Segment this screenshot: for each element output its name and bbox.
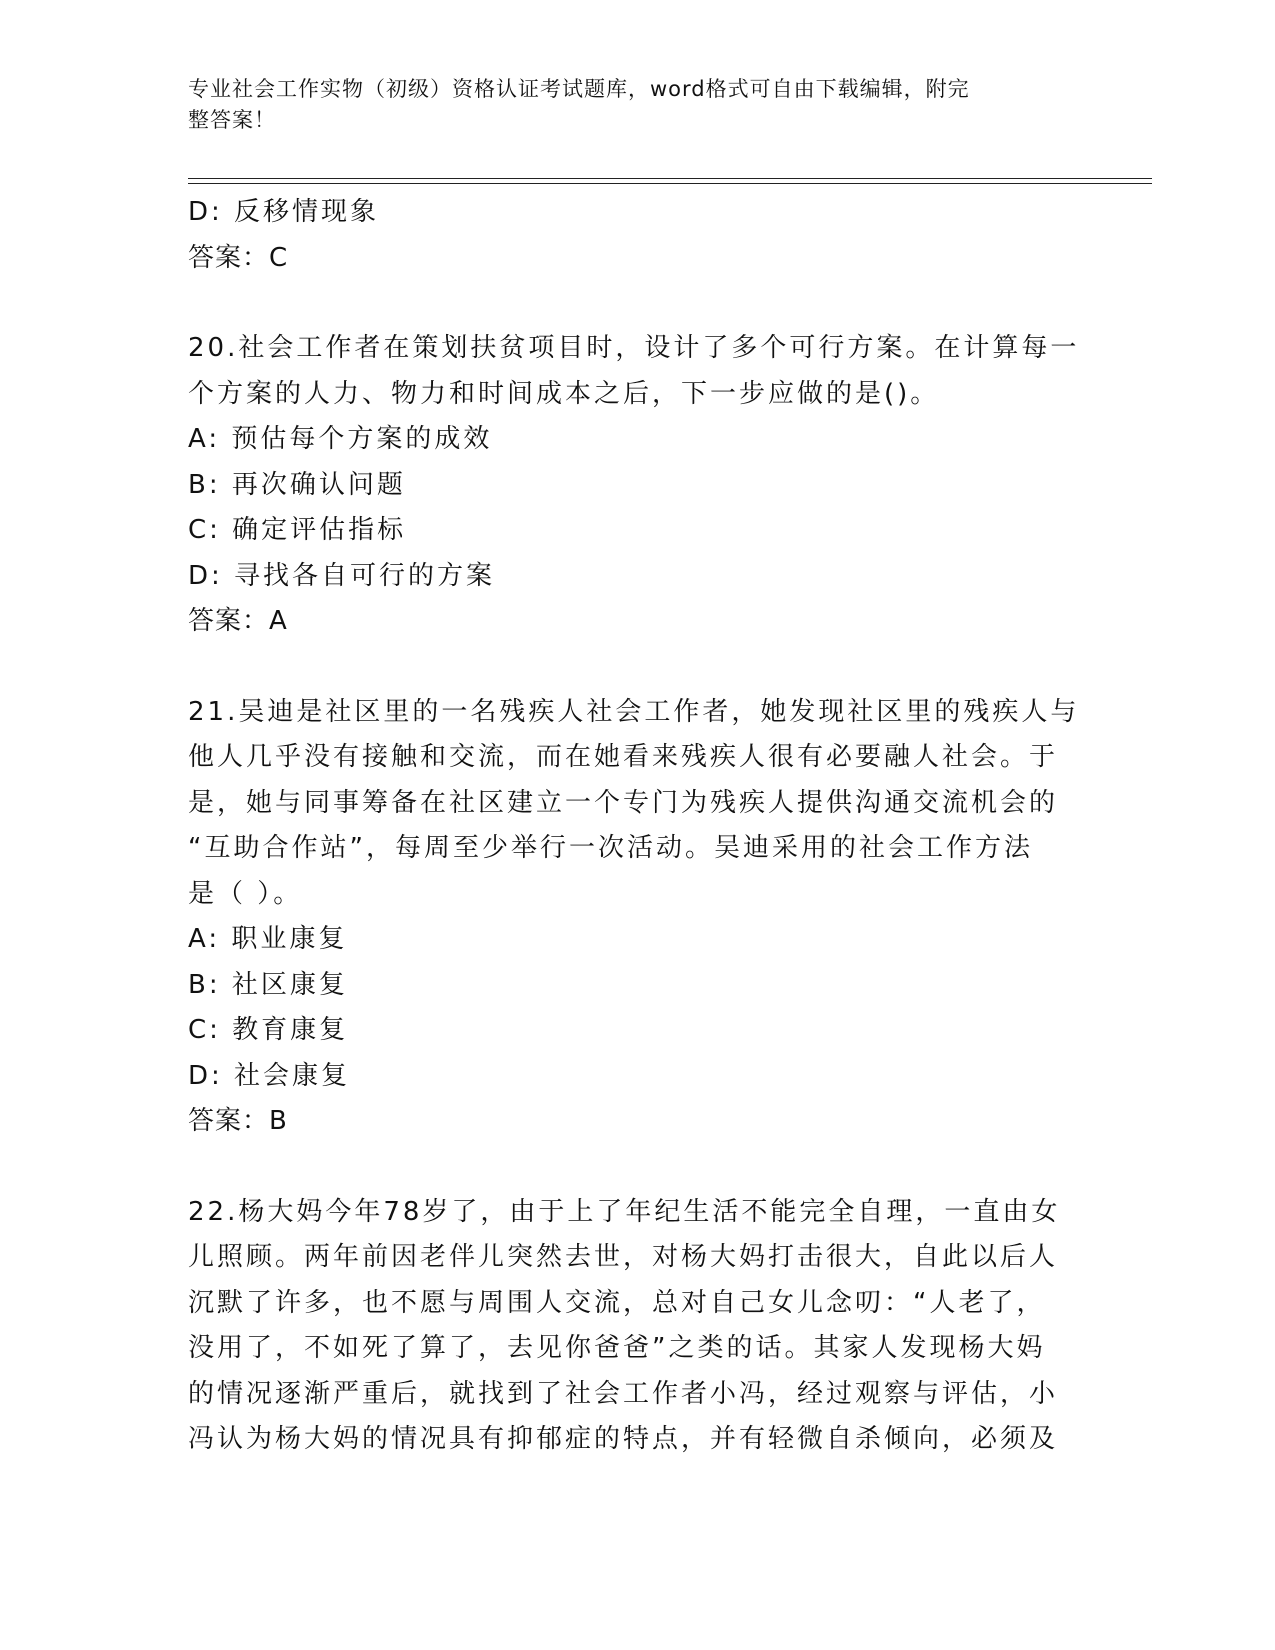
- document-body: [188, 190, 1078, 1463]
- question-stem-line: 的情况逐渐严重后，就找到了社会工作者小冯，经过观察与评估，小: [188, 1378, 1059, 1409]
- answer-line: 答案：C: [188, 242, 289, 273]
- option-a: A: 职业康复: [188, 924, 348, 954]
- spacer: [188, 1145, 1078, 1190]
- option-c: C: 教育康复: [188, 1015, 349, 1045]
- option-b: B: 再次确认问题: [188, 469, 406, 500]
- question-stem-line: 儿照顾。两年前因老伴儿突然去世，对杨大妈打击很大，自此以后人: [188, 1242, 1059, 1272]
- header-rule-top: [188, 178, 1152, 179]
- answer-line: 答案：A: [188, 606, 288, 636]
- answer-line: 答案：B: [188, 1106, 288, 1136]
- question-20: [188, 326, 1078, 645]
- header-line-2: 整答案！: [188, 108, 276, 132]
- page-header: [188, 74, 1068, 136]
- option-a: A: 预估每个方案的成效: [188, 424, 493, 454]
- question-stem-line: 22.杨大妈今年78岁了，由于上了年纪生活不能完全自理，一直由女: [188, 1196, 1061, 1227]
- question-stem-line: 个方案的人力、物力和时间成本之后，下一步应做的是()。: [188, 378, 940, 409]
- header-line-1: 专业社会工作实物（初级）资格认证考试题库，word格式可自由下载编辑，附完: [188, 77, 970, 101]
- question-stem-line: 沉默了许多，也不愿与周围人交流，总对自己女儿念叨：“人老了，: [188, 1287, 1046, 1318]
- header-rule-bottom: [188, 183, 1152, 184]
- question-stem-line: 没用了，不如死了算了，去见你爸爸”之类的话。其家人发现杨大妈: [188, 1333, 1046, 1363]
- question-21: [188, 690, 1078, 1145]
- question-stem-line: 是，她与同事筹备在社区建立一个专门为残疾人提供沟通交流机会的: [188, 787, 1059, 818]
- question-stem-line: “互助合作站”，每周至少举行一次活动。吴迪采用的社会工作方法: [188, 833, 1033, 863]
- spacer: [188, 645, 1078, 690]
- question-stem-line: 20.社会工作者在策划扶贫项目时，设计了多个可行方案。在计算每一: [188, 333, 1080, 363]
- question-22: [188, 1190, 1078, 1463]
- question-stem-line: 21.吴迪是社区里的一名残疾人社会工作者，她发现社区里的残疾人与: [188, 696, 1080, 727]
- prev-question-tail: [188, 190, 1078, 281]
- option-c: C: 确定评估指标: [188, 515, 407, 545]
- question-stem-line: 是（ ）。: [188, 878, 303, 909]
- spacer: [188, 281, 1078, 326]
- question-stem-line: 冯认为杨大妈的情况具有抑郁症的特点，并有轻微自杀倾向，必须及: [188, 1424, 1059, 1454]
- option-d: D: 寻找各自可行的方案: [188, 560, 496, 591]
- option-d: D: 社会康复: [188, 1060, 351, 1091]
- option-d: D: 反移情现象: [188, 197, 380, 227]
- option-b: B: 社区康复: [188, 969, 348, 1000]
- question-stem-line: 他人几乎没有接触和交流，而在她看来残疾人很有必要融人社会。于: [188, 742, 1059, 772]
